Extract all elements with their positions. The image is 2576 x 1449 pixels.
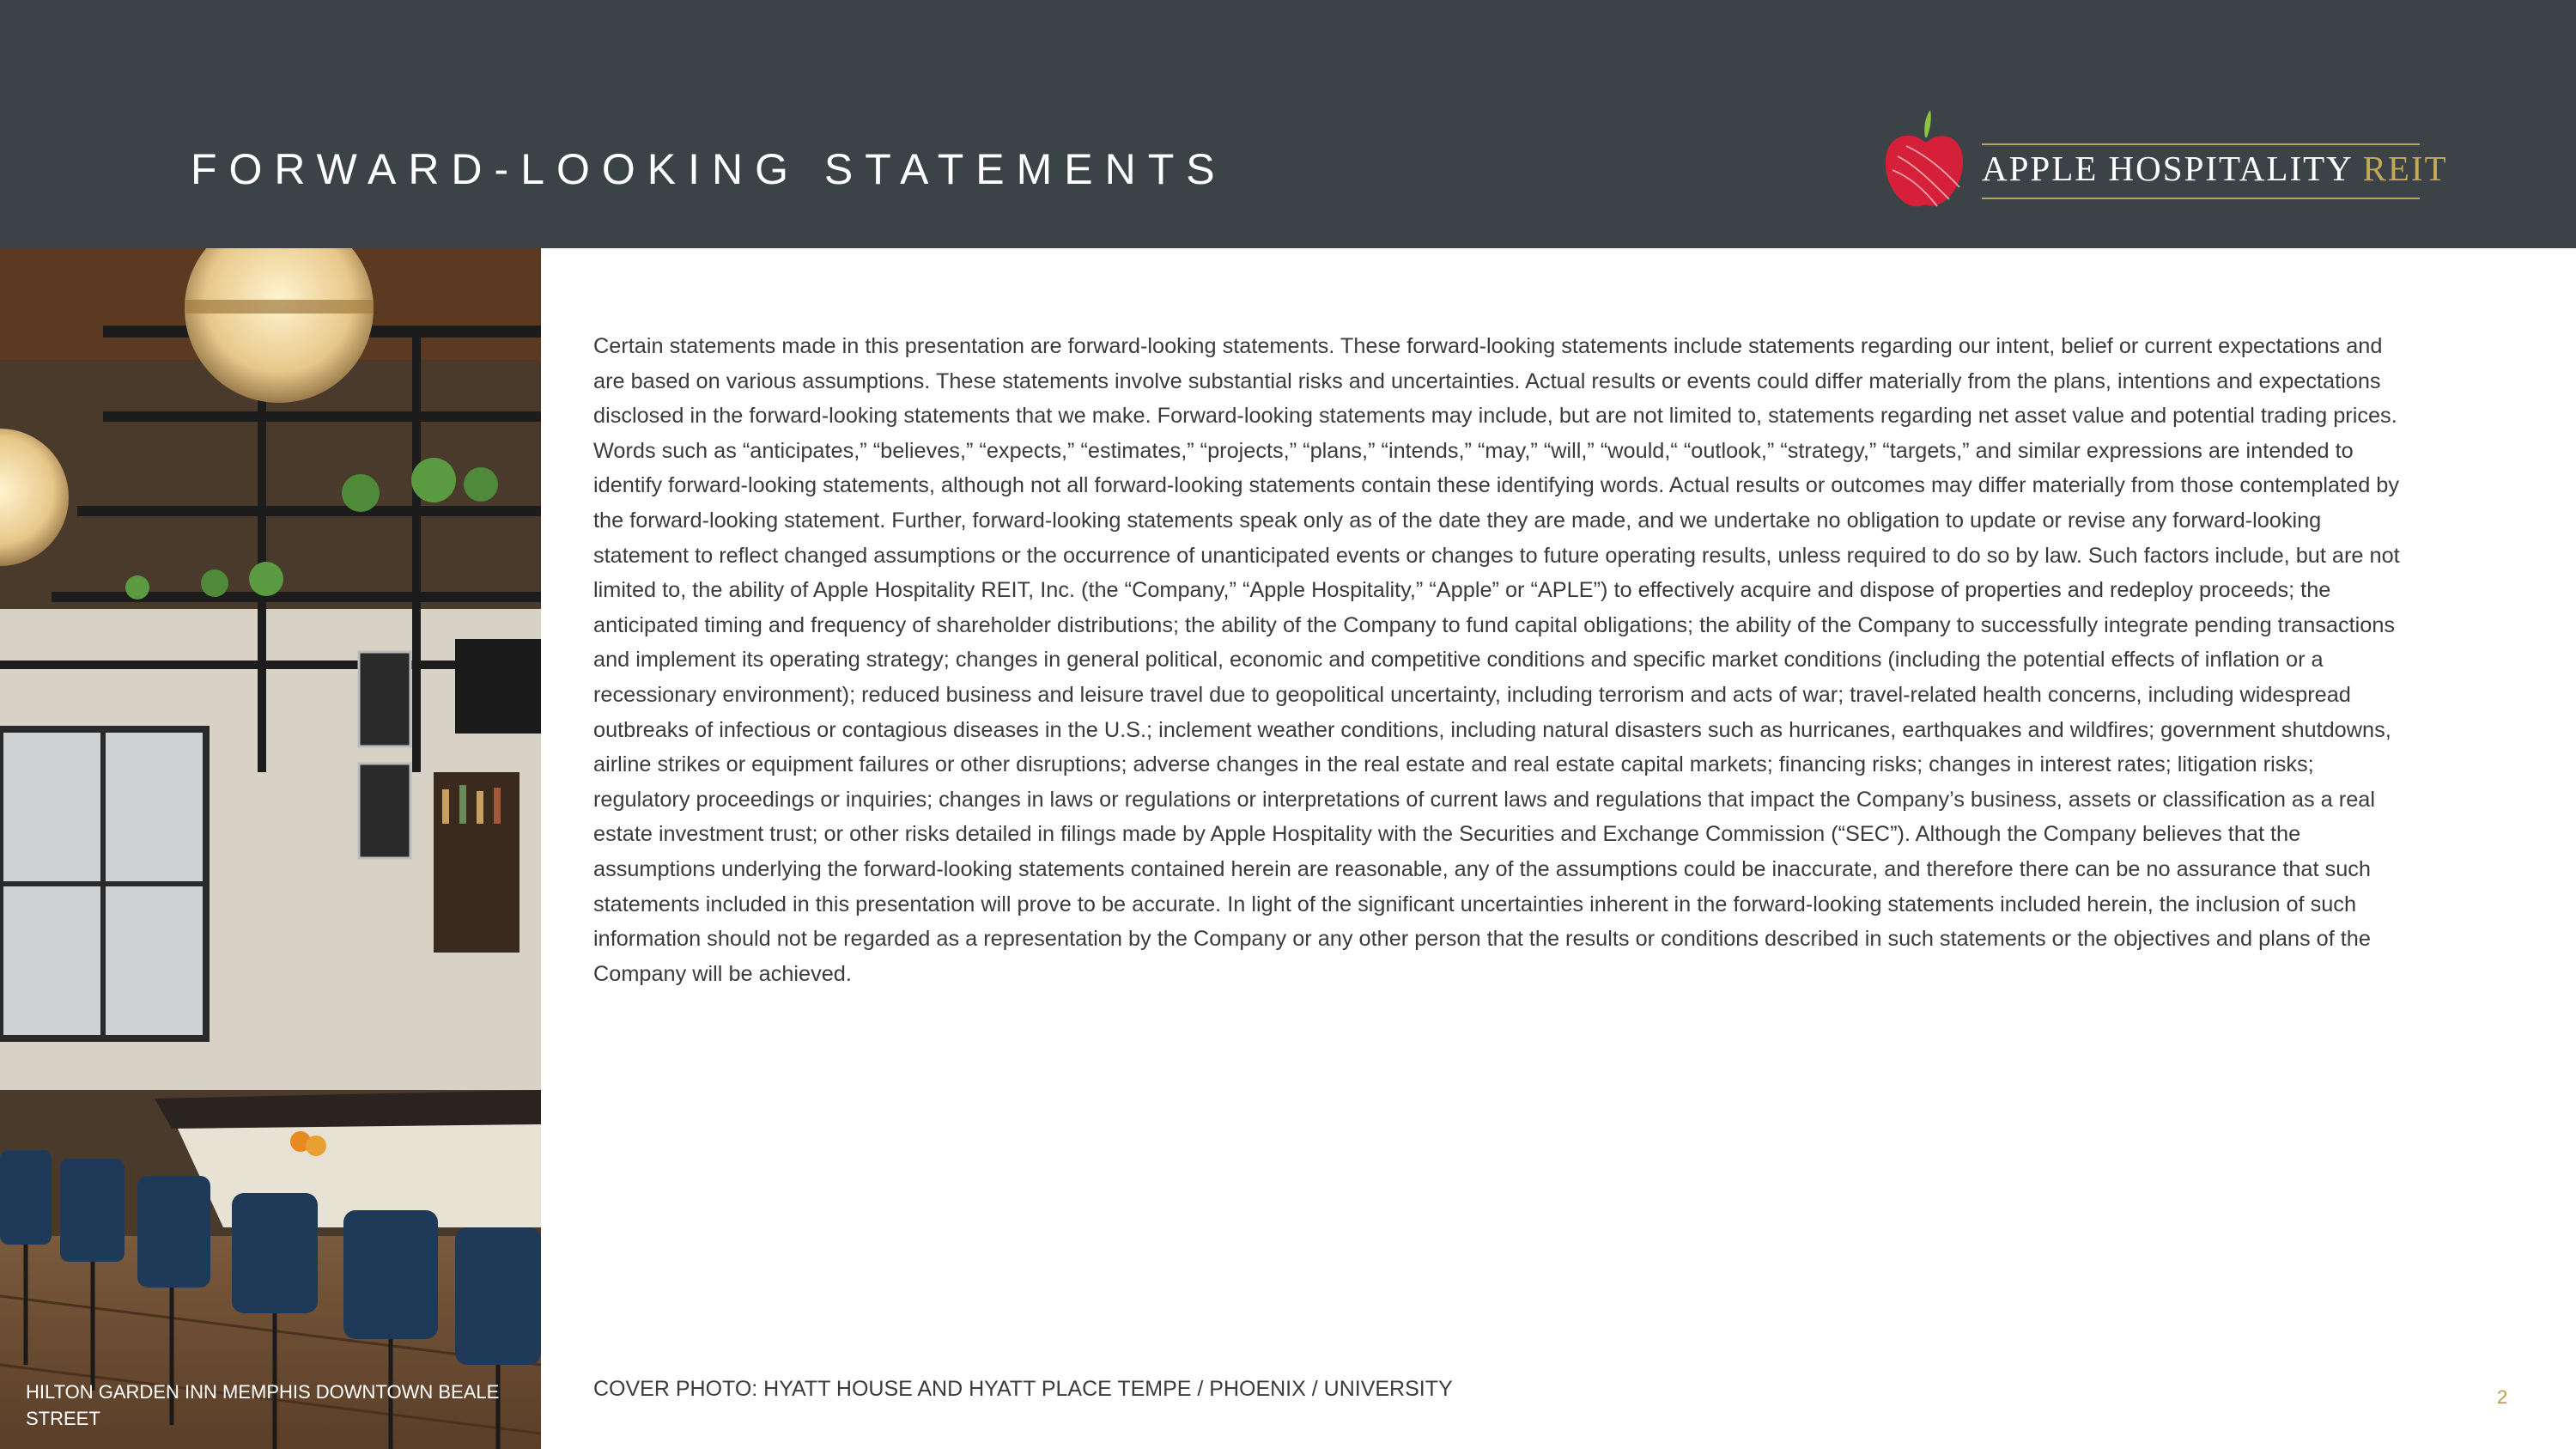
page-number: 2 (2497, 1386, 2508, 1408)
logo-name: APPLE HOSPITALITY (1982, 149, 2353, 188)
cover-photo-credit: COVER PHOTO: HYATT HOUSE AND HYATT PLACE TEMPE / PHOENIX / UNIVERSITY (593, 1377, 1453, 1401)
page-title: FORWARD-LOOKING STATEMENTS (191, 145, 1227, 193)
company-logo (1880, 105, 2448, 216)
disclaimer-paragraph: Certain statements made in this presentation are forward-looking statements. These forward-looking statements include statements regarding our intent, belief or current expectations and are based on various assumptions. These statements involve substantial risks and uncertainties. Actual results or events could differ materially from the plans, intentions and expectations disclosed in the forward-looking statements that we make. Forward-looking statements may include, but are not limited to, statements regarding net asset value and potential trading prices. Words such as “anticipates,” “believes,” “expects,” “estimates,” “projects,” “plans,” “intends,” “may,” “will,” “would,“ “outlook,” “strategy,” “targets,” and similar expressions are intended to identify forward-looking statements, although not all forward-looking statements contain these identifying words. Actual results or outcomes may differ materially from those contemplated by the forward-looking statement. Further, forward-looking statements speak only as of the date they are made, and we undertake no obligation to update or revise any forward-looking statement to reflect changed assumptions or the occurrence of unanticipated events or changes to future operating results, unless required to do so by law. Such factors include, but are not limited to, the ability of Apple Hospitality REIT, Inc. (the “Company,” “Apple Hospitality,” “Apple” or “APLE”) to effectively acquire and dispose of properties and redeploy proceeds; the anticipated timing and frequency of shareholder distributions; the ability of the Company to fund capital obligations; the ability of the Company to successfully integrate pending transactions and implement its operating strategy; changes in general political, economic and competitive conditions and specific market conditions (including the potential effects of inflation or a recessionary environment); reduced business and leisure travel due to geopolitical uncertainty, including terrorism and acts of war; travel-related health concerns, including widespread outbreaks of infectious or contagious diseases in the U.S.; inclement weather conditions, including natural disasters such as hurricanes, earthquakes and wildfires; government shutdowns, airline strikes or equipment failures or other disruptions; adverse changes in the real estate and real estate capital markets; financing risks; changes in interest rates; litigation risks; regulatory proceedings or inquiries; changes in laws or regulations or interpretations of current laws and regulations that impact the Company’s business, assets or classification as a real estate investment trust; or other risks detailed in filings made by Apple Hospitality with the Securities and Exchange Commission (“SEC”). Although the Company believes that the assumptions underlying the forward-looking statements contained herein are reasonable, any of the assumptions could be inaccurate, and therefore there can be no assurance that such statements included in this presentation will prove to be accurate. In light of the significant uncertainties inherent in the forward-looking statements included herein, the inclusion of such information should not be regarded as a representation by the Company or any other person that the results or conditions described in such statements or the objectives and plans of the Company will be achieved. (593, 334, 2400, 986)
logo-rule-bottom (1982, 198, 2420, 199)
logo-suffix: REIT (2362, 149, 2448, 188)
forward-looking-disclaimer (593, 329, 2414, 991)
hotel-bar-photo (0, 248, 541, 1449)
apple-icon (1880, 105, 1966, 216)
photo-illustration (0, 248, 541, 1449)
logo-rule-top (1982, 143, 2420, 145)
logo-wordmark (1982, 148, 2448, 189)
header-bar (0, 0, 2576, 248)
photo-caption: HILTON GARDEN INN MEMPHIS DOWNTOWN BEALE STREET (26, 1381, 500, 1429)
